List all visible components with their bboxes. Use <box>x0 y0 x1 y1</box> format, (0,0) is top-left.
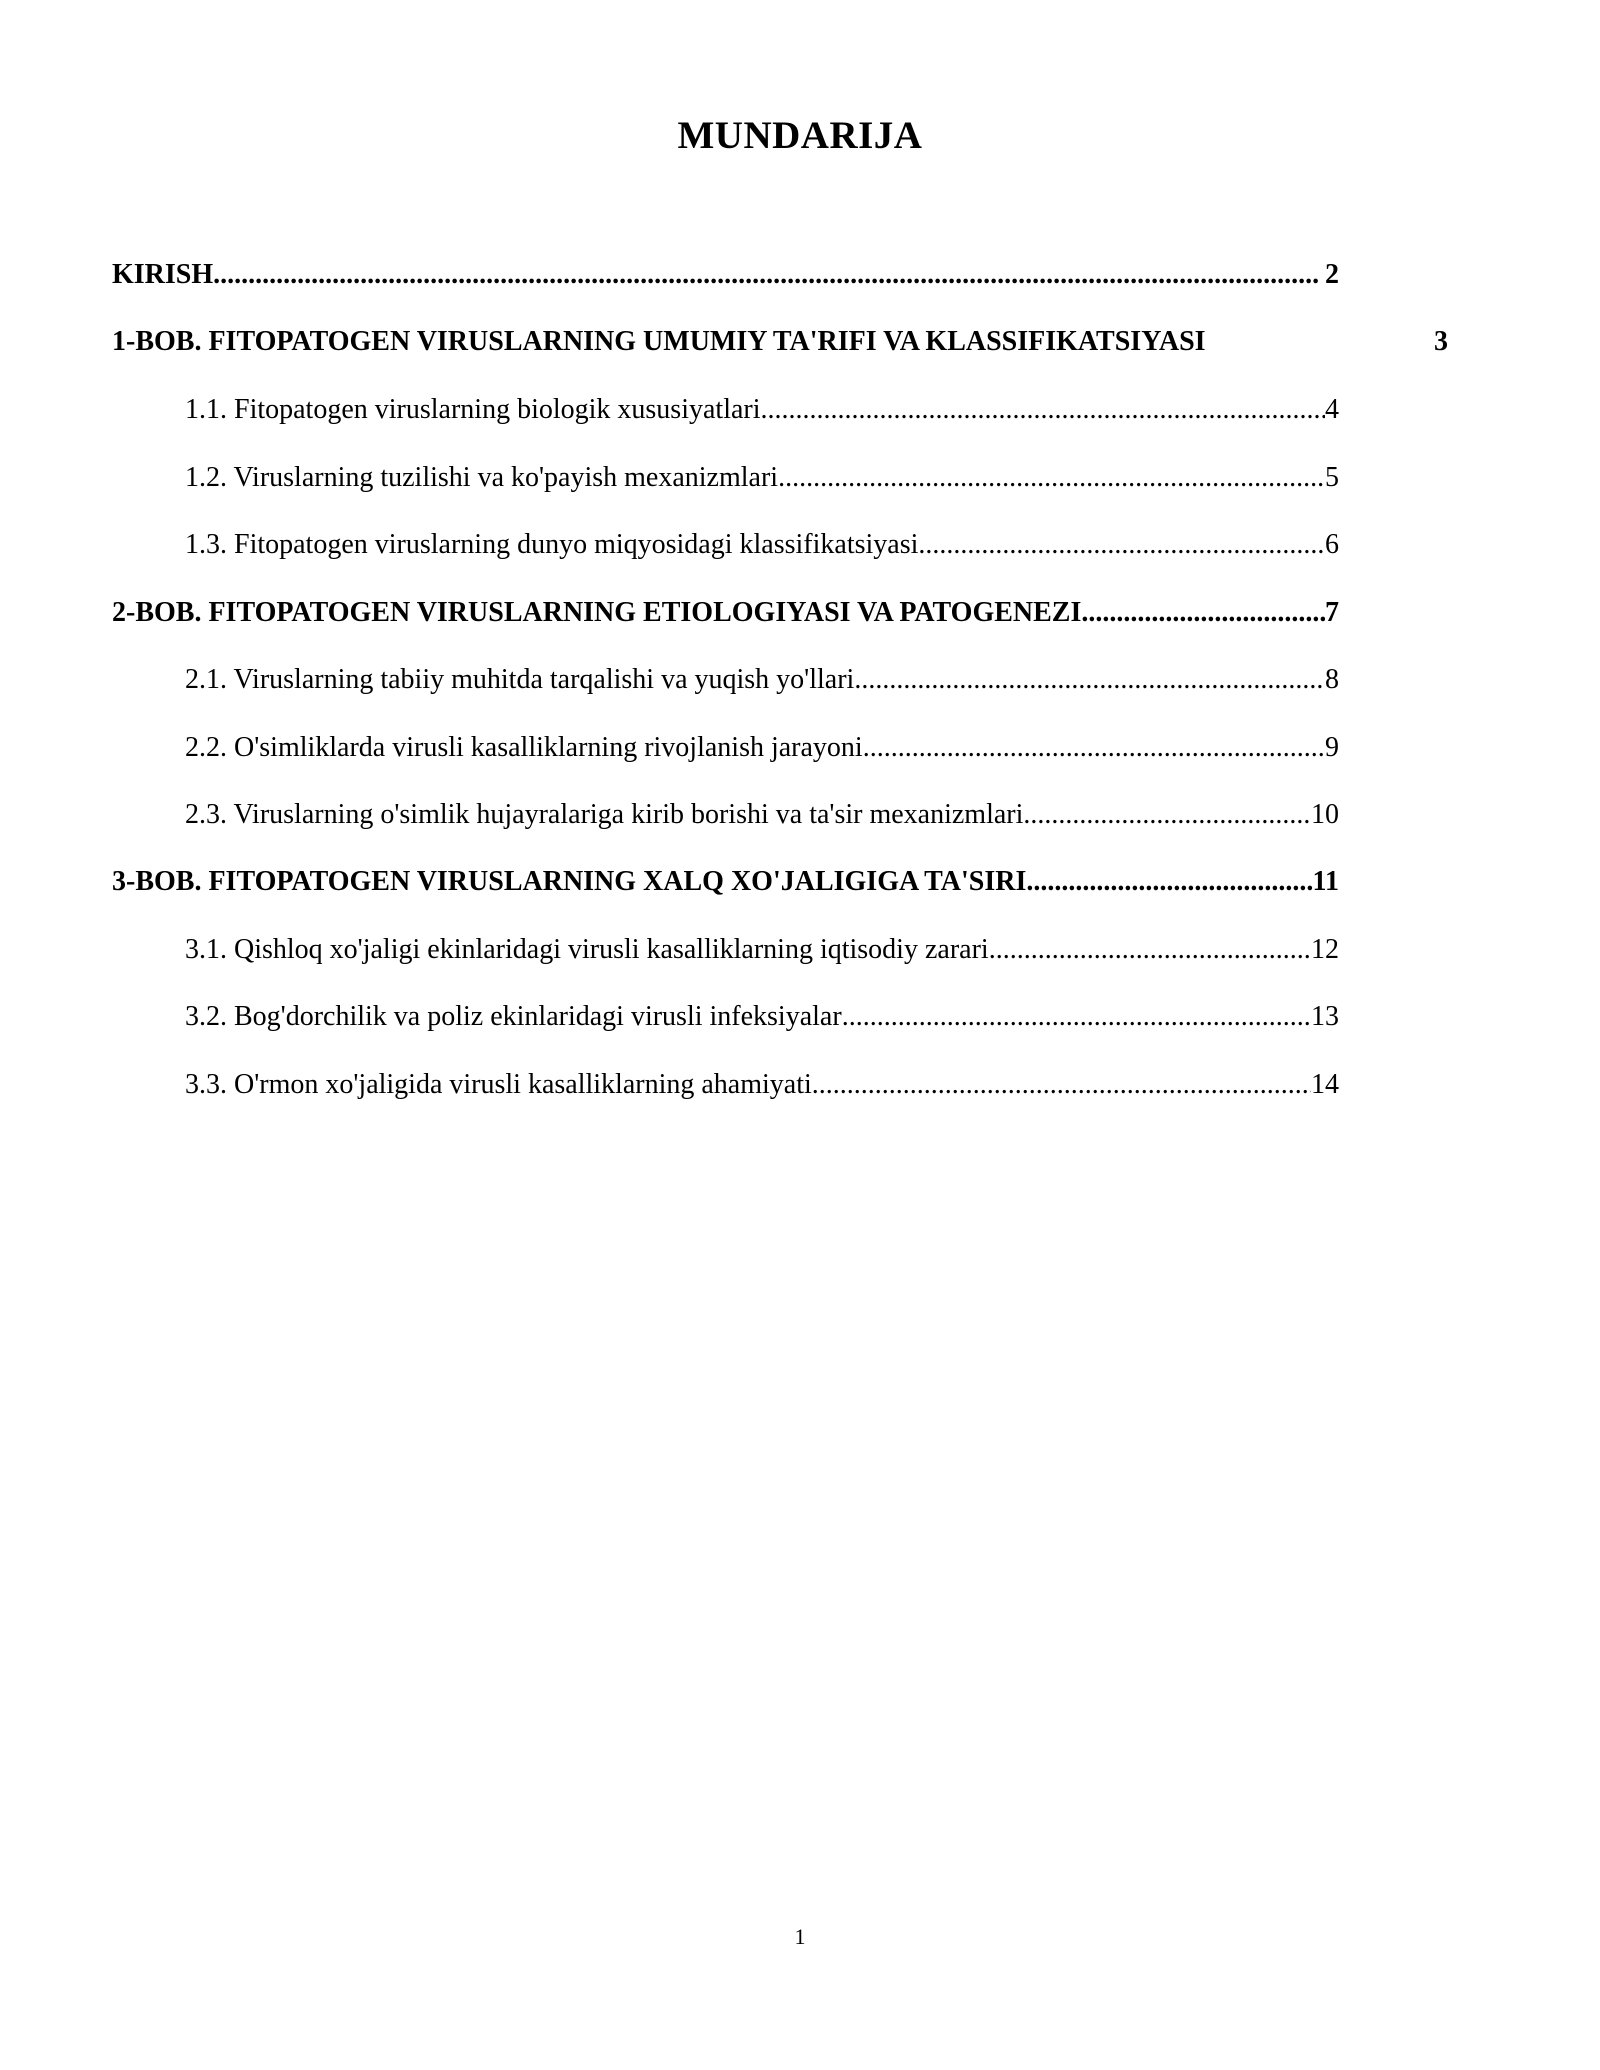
page-number: 1 <box>794 1924 806 1949</box>
toc-entry-label: 3.2. Bog'dorchilik va poliz ekinlaridagi virusli infeksiyalar <box>185 1001 842 1032</box>
dot-leader <box>918 525 1325 565</box>
toc-entry-label: 3-BOB. FITOPATOGEN VIRUSLARNING XALQ XO'JALIGIGA TA'SIRI <box>112 866 1027 897</box>
toc-entry-chapter-3[interactable] <box>112 862 1339 902</box>
dot-leader <box>989 930 1311 970</box>
toc-entry-label: KIRISH <box>112 259 214 290</box>
toc-entry-label: 2.1. Viruslarning tabiiy muhitda tarqalishi va yuqish yo'llari <box>185 664 855 695</box>
toc-entry-page: 3 <box>1434 326 1448 357</box>
toc-entry-page: 4 <box>1325 394 1339 425</box>
dot-leader <box>812 1065 1311 1105</box>
toc-entry-label: 1.3. Fitopatogen viruslarning dunyo miqyosidagi klassifikatsiyasi <box>185 529 919 560</box>
toc-entry-page: 6 <box>1325 529 1339 560</box>
toc-entry-section-3-3[interactable] <box>185 1065 1339 1105</box>
dot-leader <box>1026 862 1312 902</box>
toc-entry-page: 14 <box>1311 1069 1339 1100</box>
toc-entry-section-3-2[interactable] <box>185 997 1339 1037</box>
dot-leader <box>761 390 1325 430</box>
toc-entry-chapter-1[interactable] <box>112 322 1448 362</box>
dot-leader <box>1081 593 1325 633</box>
dot-leader <box>863 728 1325 768</box>
toc-entry-page: 2 <box>1325 259 1339 290</box>
dot-leader <box>842 997 1311 1037</box>
toc-entry-label: 1.2. Viruslarning tuzilishi va ko'payish mexanizmlari <box>185 462 779 493</box>
toc-entry-chapter-2[interactable] <box>112 593 1339 633</box>
dot-leader <box>1023 795 1311 835</box>
toc-entry-label: 2.3. Viruslarning o'simlik hujayralariga kirib borishi va ta'sir mexanizmlari <box>185 799 1024 830</box>
dot-leader <box>213 255 1319 295</box>
toc-entry-label: 2.2. O'simliklarda virusli kasalliklarning rivojlanish jarayoni <box>185 732 863 763</box>
toc-entry-page: 10 <box>1311 799 1339 830</box>
toc-entry-label: 2-BOB. FITOPATOGEN VIRUSLARNING ETIOLOGIYASI VA PATOGENEZI <box>112 597 1082 628</box>
toc-entry-section-1-3[interactable] <box>185 525 1339 565</box>
toc-entry-kirish[interactable] <box>112 255 1339 295</box>
toc-entry-label: 3.3. O'rmon xo'jaligida virusli kasalliklarning ahamiyati <box>185 1069 812 1100</box>
toc-entry-section-2-1[interactable] <box>185 660 1339 700</box>
toc-entry-section-3-1[interactable] <box>185 930 1339 970</box>
toc-entry-label: 1-BOB. FITOPATOGEN VIRUSLARNING UMUMIY TA'RIFI VA KLASSIFIKATSIYASI <box>112 326 1206 357</box>
toc-entry-page: 8 <box>1325 664 1339 695</box>
toc-entry-page: 11 <box>1312 866 1339 897</box>
toc-entry-page: 13 <box>1311 1001 1339 1032</box>
page-title: MUNDARIJA <box>677 114 923 157</box>
toc-entry-section-1-1[interactable] <box>185 390 1339 430</box>
toc-entry-section-1-2[interactable] <box>185 458 1339 498</box>
dot-leader <box>854 660 1325 700</box>
toc-entry-label: 1.1. Fitopatogen viruslarning biologik xususiyatlari <box>185 394 761 425</box>
toc-entry-page: 7 <box>1325 597 1339 628</box>
toc-entry-section-2-3[interactable] <box>185 795 1339 835</box>
toc-entry-section-2-2[interactable] <box>185 728 1339 768</box>
toc-entry-page: 5 <box>1325 462 1339 493</box>
dot-leader <box>778 458 1325 498</box>
toc-entry-page: 12 <box>1311 934 1339 965</box>
toc-entry-page: 9 <box>1325 732 1339 763</box>
toc-entry-label: 3.1. Qishloq xo'jaligi ekinlaridagi virusli kasalliklarning iqtisodiy zarari <box>185 934 989 965</box>
